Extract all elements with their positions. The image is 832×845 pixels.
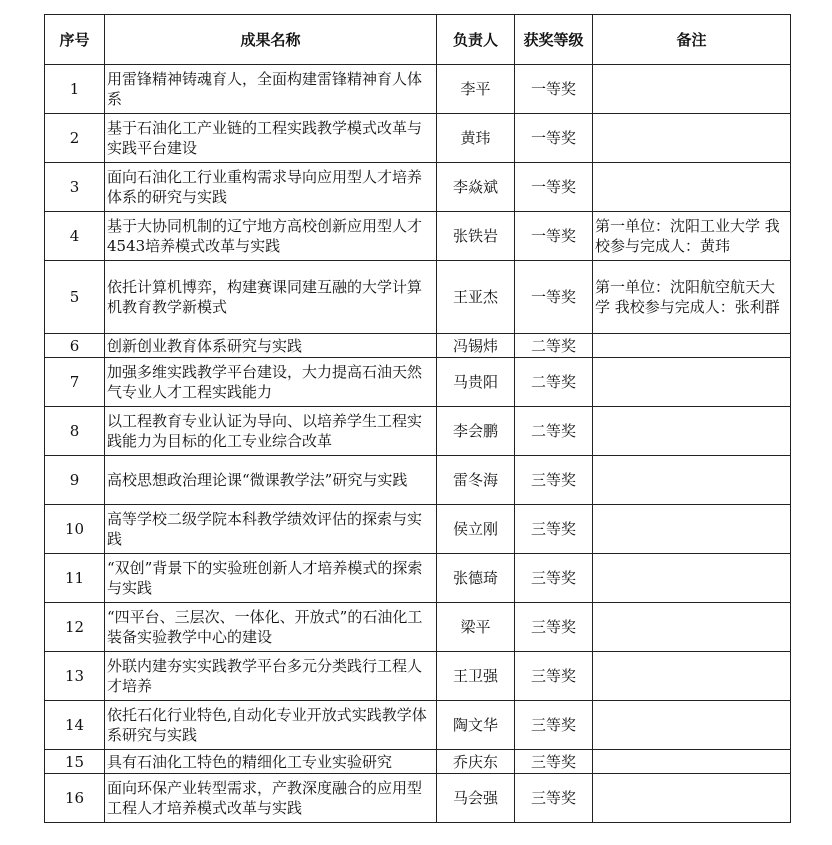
cell-person: 张德琦 (437, 554, 515, 603)
cell-name: 基于大协同机制的辽宁地方高校创新应用型人才4543培养模式改革与实践 (105, 212, 437, 261)
table-row (45, 65, 791, 114)
table-row (45, 163, 791, 212)
cell-person: 梁平 (437, 603, 515, 652)
cell-note (593, 114, 791, 163)
cell-note (593, 456, 791, 505)
cell-note (593, 750, 791, 774)
cell-note (593, 652, 791, 701)
table-row (45, 212, 791, 261)
cell-name: 高校思想政治理论课“微课教学法”研究与实践 (105, 456, 437, 505)
cell-no: 12 (45, 603, 105, 652)
cell-note (593, 407, 791, 456)
header-person: 负责人 (437, 15, 515, 65)
table-row (45, 554, 791, 603)
cell-level: 二等奖 (515, 334, 593, 358)
cell-no: 1 (45, 65, 105, 114)
table-row (45, 652, 791, 701)
header-row (45, 15, 791, 65)
table-row (45, 603, 791, 652)
cell-no: 13 (45, 652, 105, 701)
table-row (45, 334, 791, 358)
cell-note (593, 163, 791, 212)
table-row (45, 505, 791, 554)
cell-person: 陶文华 (437, 701, 515, 750)
table-row (45, 701, 791, 750)
cell-level: 一等奖 (515, 163, 593, 212)
cell-level: 三等奖 (515, 774, 593, 823)
cell-name: “四平台、三层次、一体化、开放式”的石油化工装备实验教学中心的建设 (105, 603, 437, 652)
header-no: 序号 (45, 15, 105, 65)
cell-person: 马贵阳 (437, 358, 515, 407)
cell-note (593, 701, 791, 750)
cell-person: 李会鹏 (437, 407, 515, 456)
cell-note (593, 774, 791, 823)
cell-name: 面向环保产业转型需求，产教深度融合的应用型工程人才培养模式改革与实践 (105, 774, 437, 823)
cell-name: 以工程教育专业认证为导向、以培养学生工程实践能力为目标的化工专业综合改革 (105, 407, 437, 456)
cell-person: 张铁岩 (437, 212, 515, 261)
table-row (45, 358, 791, 407)
cell-level: 二等奖 (515, 358, 593, 407)
cell-note: 第一单位：沈阳工业大学 我校参与完成人：黄玮 (593, 212, 791, 261)
table-row (45, 261, 791, 334)
cell-level: 三等奖 (515, 750, 593, 774)
awards-table (44, 14, 791, 823)
cell-no: 10 (45, 505, 105, 554)
cell-name: 依托石化行业特色,自动化专业开放式实践教学体系研究与实践 (105, 701, 437, 750)
cell-person: 马会强 (437, 774, 515, 823)
cell-note (593, 334, 791, 358)
cell-person: 雷冬海 (437, 456, 515, 505)
cell-no: 5 (45, 261, 105, 334)
cell-level: 一等奖 (515, 65, 593, 114)
table-row (45, 114, 791, 163)
cell-level: 三等奖 (515, 652, 593, 701)
cell-name: 依托计算机博弈，构建赛课同建互融的大学计算机教育教学新模式 (105, 261, 437, 334)
table-row (45, 750, 791, 774)
cell-note (593, 554, 791, 603)
cell-note (593, 603, 791, 652)
table-row (45, 456, 791, 505)
cell-person: 黄玮 (437, 114, 515, 163)
cell-note: 第一单位：沈阳航空航天大学 我校参与完成人：张利群 (593, 261, 791, 334)
cell-no: 7 (45, 358, 105, 407)
table-row (45, 774, 791, 823)
cell-no: 15 (45, 750, 105, 774)
cell-person: 冯锡炜 (437, 334, 515, 358)
cell-name: 基于石油化工产业链的工程实践教学模式改革与实践平台建设 (105, 114, 437, 163)
table-body (45, 65, 791, 823)
cell-no: 2 (45, 114, 105, 163)
cell-level: 一等奖 (515, 212, 593, 261)
cell-name: 高等学校二级学院本科教学绩效评估的探索与实践 (105, 505, 437, 554)
cell-person: 侯立刚 (437, 505, 515, 554)
cell-note (593, 505, 791, 554)
header-level: 获奖等级 (515, 15, 593, 65)
cell-person: 李平 (437, 65, 515, 114)
cell-person: 乔庆东 (437, 750, 515, 774)
cell-no: 16 (45, 774, 105, 823)
cell-name: 具有石油化工特色的精细化工专业实验研究 (105, 750, 437, 774)
cell-no: 8 (45, 407, 105, 456)
cell-name: 创新创业教育体系研究与实践 (105, 334, 437, 358)
cell-level: 一等奖 (515, 261, 593, 334)
header-note: 备注 (593, 15, 791, 65)
cell-name: 加强多维实践教学平台建设，大力提高石油天然气专业人才工程实践能力 (105, 358, 437, 407)
cell-no: 9 (45, 456, 105, 505)
cell-note (593, 65, 791, 114)
cell-level: 三等奖 (515, 456, 593, 505)
cell-no: 6 (45, 334, 105, 358)
cell-name: 外联内建夯实实践教学平台多元分类践行工程人才培养 (105, 652, 437, 701)
cell-note (593, 358, 791, 407)
cell-person: 王卫强 (437, 652, 515, 701)
cell-level: 三等奖 (515, 554, 593, 603)
cell-no: 4 (45, 212, 105, 261)
cell-level: 三等奖 (515, 701, 593, 750)
header-name: 成果名称 (105, 15, 437, 65)
table-row (45, 407, 791, 456)
cell-level: 三等奖 (515, 505, 593, 554)
cell-level: 一等奖 (515, 114, 593, 163)
cell-level: 三等奖 (515, 603, 593, 652)
cell-name: 面向石油化工行业重构需求导向应用型人才培养体系的研究与实践 (105, 163, 437, 212)
cell-no: 3 (45, 163, 105, 212)
cell-person: 王亚杰 (437, 261, 515, 334)
cell-no: 14 (45, 701, 105, 750)
cell-name: “双创”背景下的实验班创新人才培养模式的探索与实践 (105, 554, 437, 603)
cell-level: 二等奖 (515, 407, 593, 456)
cell-no: 11 (45, 554, 105, 603)
cell-name: 用雷锋精神铸魂育人，全面构建雷锋精神育人体系 (105, 65, 437, 114)
cell-person: 李焱斌 (437, 163, 515, 212)
